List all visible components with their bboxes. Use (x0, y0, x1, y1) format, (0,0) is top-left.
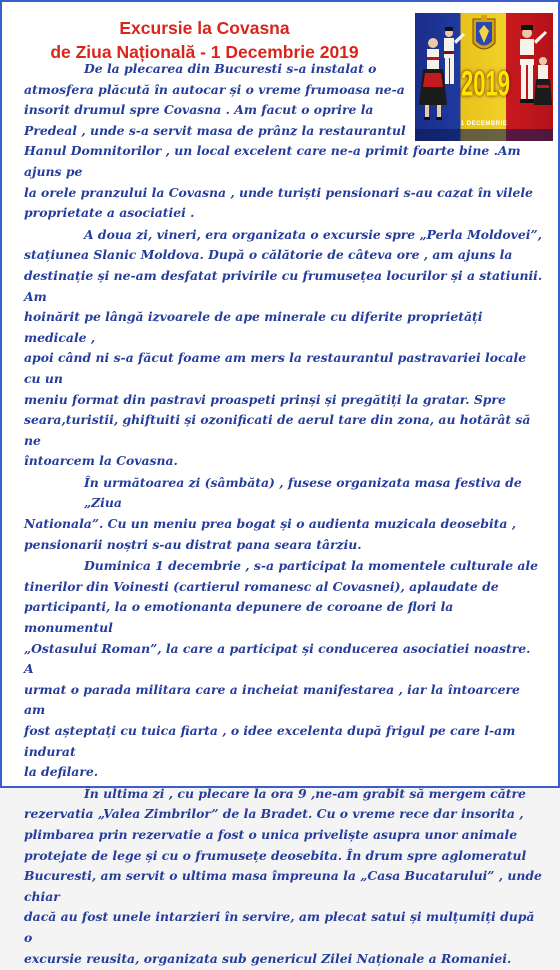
text-line: rezervatia „Valea Zimbrilor” de la Bradet. Cu o vreme rece dar insorita , (24, 806, 524, 822)
title-line-2: de Ziua Națională - 1 Decembrie 2019 (50, 42, 359, 62)
text-line: De la plecarea din Bucuresti s-a instalat o (84, 61, 377, 76)
text-line: întoarcem la Covasna. (24, 453, 178, 469)
text-line: excursie reusita, organizata sub genericul Zilei Naționale a Romaniei. (24, 950, 512, 966)
text-line: apoi când ni s-a făcut foame am mers la restaurantul pastravariei locale cu un (24, 350, 527, 386)
poster-caption: 1 DECEMBRIE (460, 121, 508, 127)
text-line: atmosfera plăcută în autocar și o vreme frumoasa ne-a (24, 81, 405, 97)
title-line-1: Excursie la Covasna (119, 18, 290, 38)
text-line: Hanul Domnitorilor , un local excelent care ne-a primit foarte bine .Am ajuns pe (24, 143, 521, 179)
text-line: seara,turistii, ghiftuiti și ozonificati de aerul tare din zona, au hotărât să ne (24, 412, 531, 448)
text-line: Nationala”. Cu un meniu prea bogat și o audienta muzicala deosebita , (24, 516, 517, 532)
text-line: Duminica 1 decembrie , s-a participat la momentele culturale ale (84, 558, 539, 574)
page-title (12, 16, 397, 64)
text-line: la defilare. (24, 764, 99, 780)
text-line: A doua zi, vineri, era organizata o excursie spre „Perla Moldovei”, (84, 226, 542, 242)
text-line: urmat o parada militara care a incheiat manifestarea , iar la întoarcere am (24, 681, 520, 718)
text-line: meniu format din pastravi proaspeti prinși și pregătiți la gratar. Spre (24, 391, 506, 407)
text-line: proprietate a asociatiei . (24, 205, 195, 221)
text-line: stațiunea Slanic Moldova. După o călătorie de câteva ore , am ajuns la (24, 247, 513, 263)
text-line: fost așteptați cu tuica fiarta , o idee excelenta după frigul pe care l-am indurat (24, 723, 516, 759)
romanian-coat-of-arms-icon (473, 15, 495, 49)
text-line: destinație și ne-am desfatat privirile cu frumusețea locurilor și a statiunii. Am (24, 267, 543, 304)
text-line: participanti, la o emotionanta depunere de coroane de flori la monumentul (24, 599, 454, 636)
text-line: plimbarea prin rezervatie a fost o unica priveliște asupra unor animale (24, 826, 518, 842)
text-line: În ultima zi , cu plecare la ora 9 ,ne-am grabit să mergem către (84, 785, 526, 801)
text-line: Predeal , unde s-a servit masa de prânz la restaurantul (24, 122, 406, 138)
text-line: tinerilor din Voinesti (cartierul romanesc al Covasnei), aplaudate de (24, 578, 499, 594)
text-line: protejate de lege și cu o frumusețe deosebita. În drum spre aglomeratul (24, 847, 527, 863)
text-line: Bucuresti, am servit o ultima masa împreuna la „Casa Bucatarului” , unde chiar (24, 868, 542, 904)
text-line: insorit drumul spre Covasna . Am facut o oprire la (24, 102, 374, 118)
text-line: pensionarii noștri s-au distrat pana seara târziu. (24, 536, 362, 552)
text-line: dacă au fost unele intarzieri în servire, am plecat satui și mulțumiți după o (24, 909, 535, 945)
text-line: În următoarea zi (sâmbăta) , fusese organizata masa festiva de „Ziua (84, 474, 522, 511)
text-line: la orele pranzului la Covasna , unde turiști pensionari s-au cazat în vilele (24, 184, 533, 200)
text-line: hoinărit pe lângă izvoarele de ape minerale cu diferite proprietăți medicale , (24, 309, 483, 345)
poster-year: 2019 (461, 63, 510, 104)
text-line: „Ostasului Roman”, la care a participat și conducerea asociatiei noastre. A (24, 640, 531, 677)
article-body (24, 58, 544, 970)
